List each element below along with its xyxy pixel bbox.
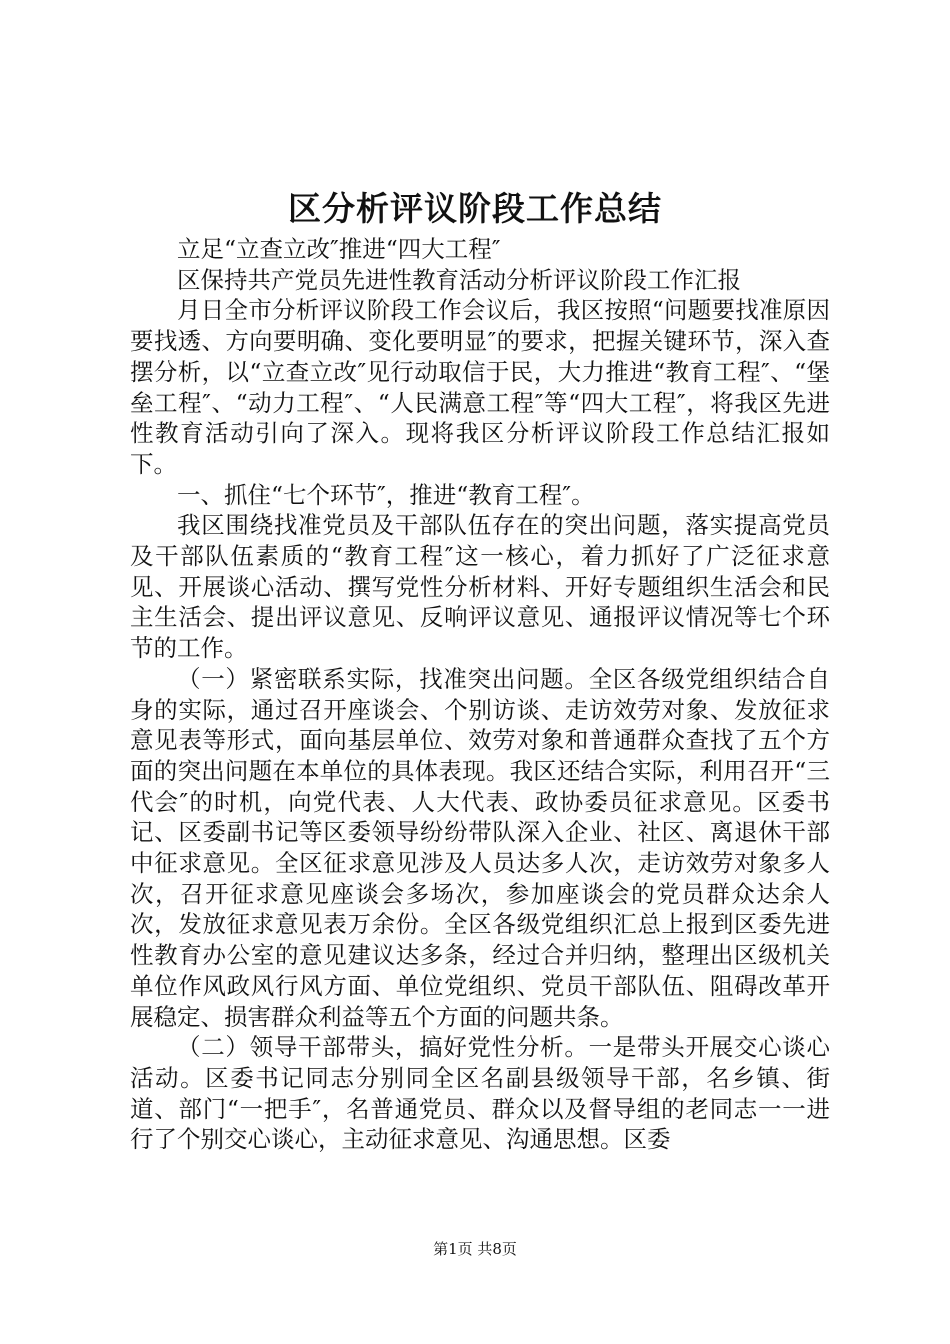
paragraph-section-1: 我区围绕找准党员及干部队伍存在的突出问题，落实提高党员及干部队伍素质的“教育工程″这一核心，着力抓好了广泛征求意见、开展谈心活动、撰写党性分析材料、开好专题组织生活会和民主生活会、提出评议意见、反响评议意见、通报评议情况等七个环节的工作。 <box>130 511 830 663</box>
page-number-footer: 第1页 共8页 <box>433 1240 517 1258</box>
document-title: 区分析评议阶段工作总结 <box>288 189 662 228</box>
paragraph-intro: 月日全市分析评议阶段工作会议后，我区按照“问题要找准原因要找透、方向要明确、变化要明显″的要求，把握关键环节，深入查摆分析，以“立查立改″见行动取信于民，大力推进“教育工程″、“堡垒工程″、“动力工程″、“人民满意工程″等“四大工程″，将我区先进性教育活动引向了深入。现将我区分析评议阶段工作总结汇报如下。 <box>130 296 830 478</box>
document-body <box>130 234 830 1155</box>
report-heading: 区保持共产党员先进性教育活动分析评议阶段工作汇报 <box>177 265 741 294</box>
section-heading-1: 一、抓住“七个环节″，推进“教育工程″。 <box>177 480 595 509</box>
subtitle-line: 立足“立查立改″推进“四大工程″ <box>177 235 501 263</box>
paragraph-item-2: （二）领导干部带头，搞好党性分析。一是带头开展交心谈心活动。区委书记同志分别同全区名副县级领导干部，名乡镇、街道、部门“一把手″，名普通党员、群众以及督导组的老同志一一进行了个别交心谈心，主动征求意见、沟通思想。区委 <box>130 1033 830 1154</box>
paragraph-item-1: （一）紧密联系实际，找准突出问题。全区各级党组织结合自身的实际，通过召开座谈会、个别访谈、走访效劳对象、发放征求意见表等形式，面向基层单位、效劳对象和普通群众查找了五个方面的突出问题在本单位的具体表现。我区还结合实际，利用召开“三代会″的时机，向党代表、人大代表、政协委员征求意见。区委书记、区委副书记等区委领导纷纷带队深入企业、社区、离退休干部中征求意见。全区征求意见涉及人员达多人次，走访效劳对象多人次，召开征求意见座谈会多场次，参加座谈会的党员群众达余人次，发放征求意见表万余份。全区各级党组织汇总上报到区委先进性教育办公室的意见建议达多条，经过合并归纳，整理出区级机关单位作风政风行风方面、单位党组织、党员干部队伍、阻碍改革开展稳定、损害群众利益等五个方面的问题共条。 <box>130 664 830 1031</box>
